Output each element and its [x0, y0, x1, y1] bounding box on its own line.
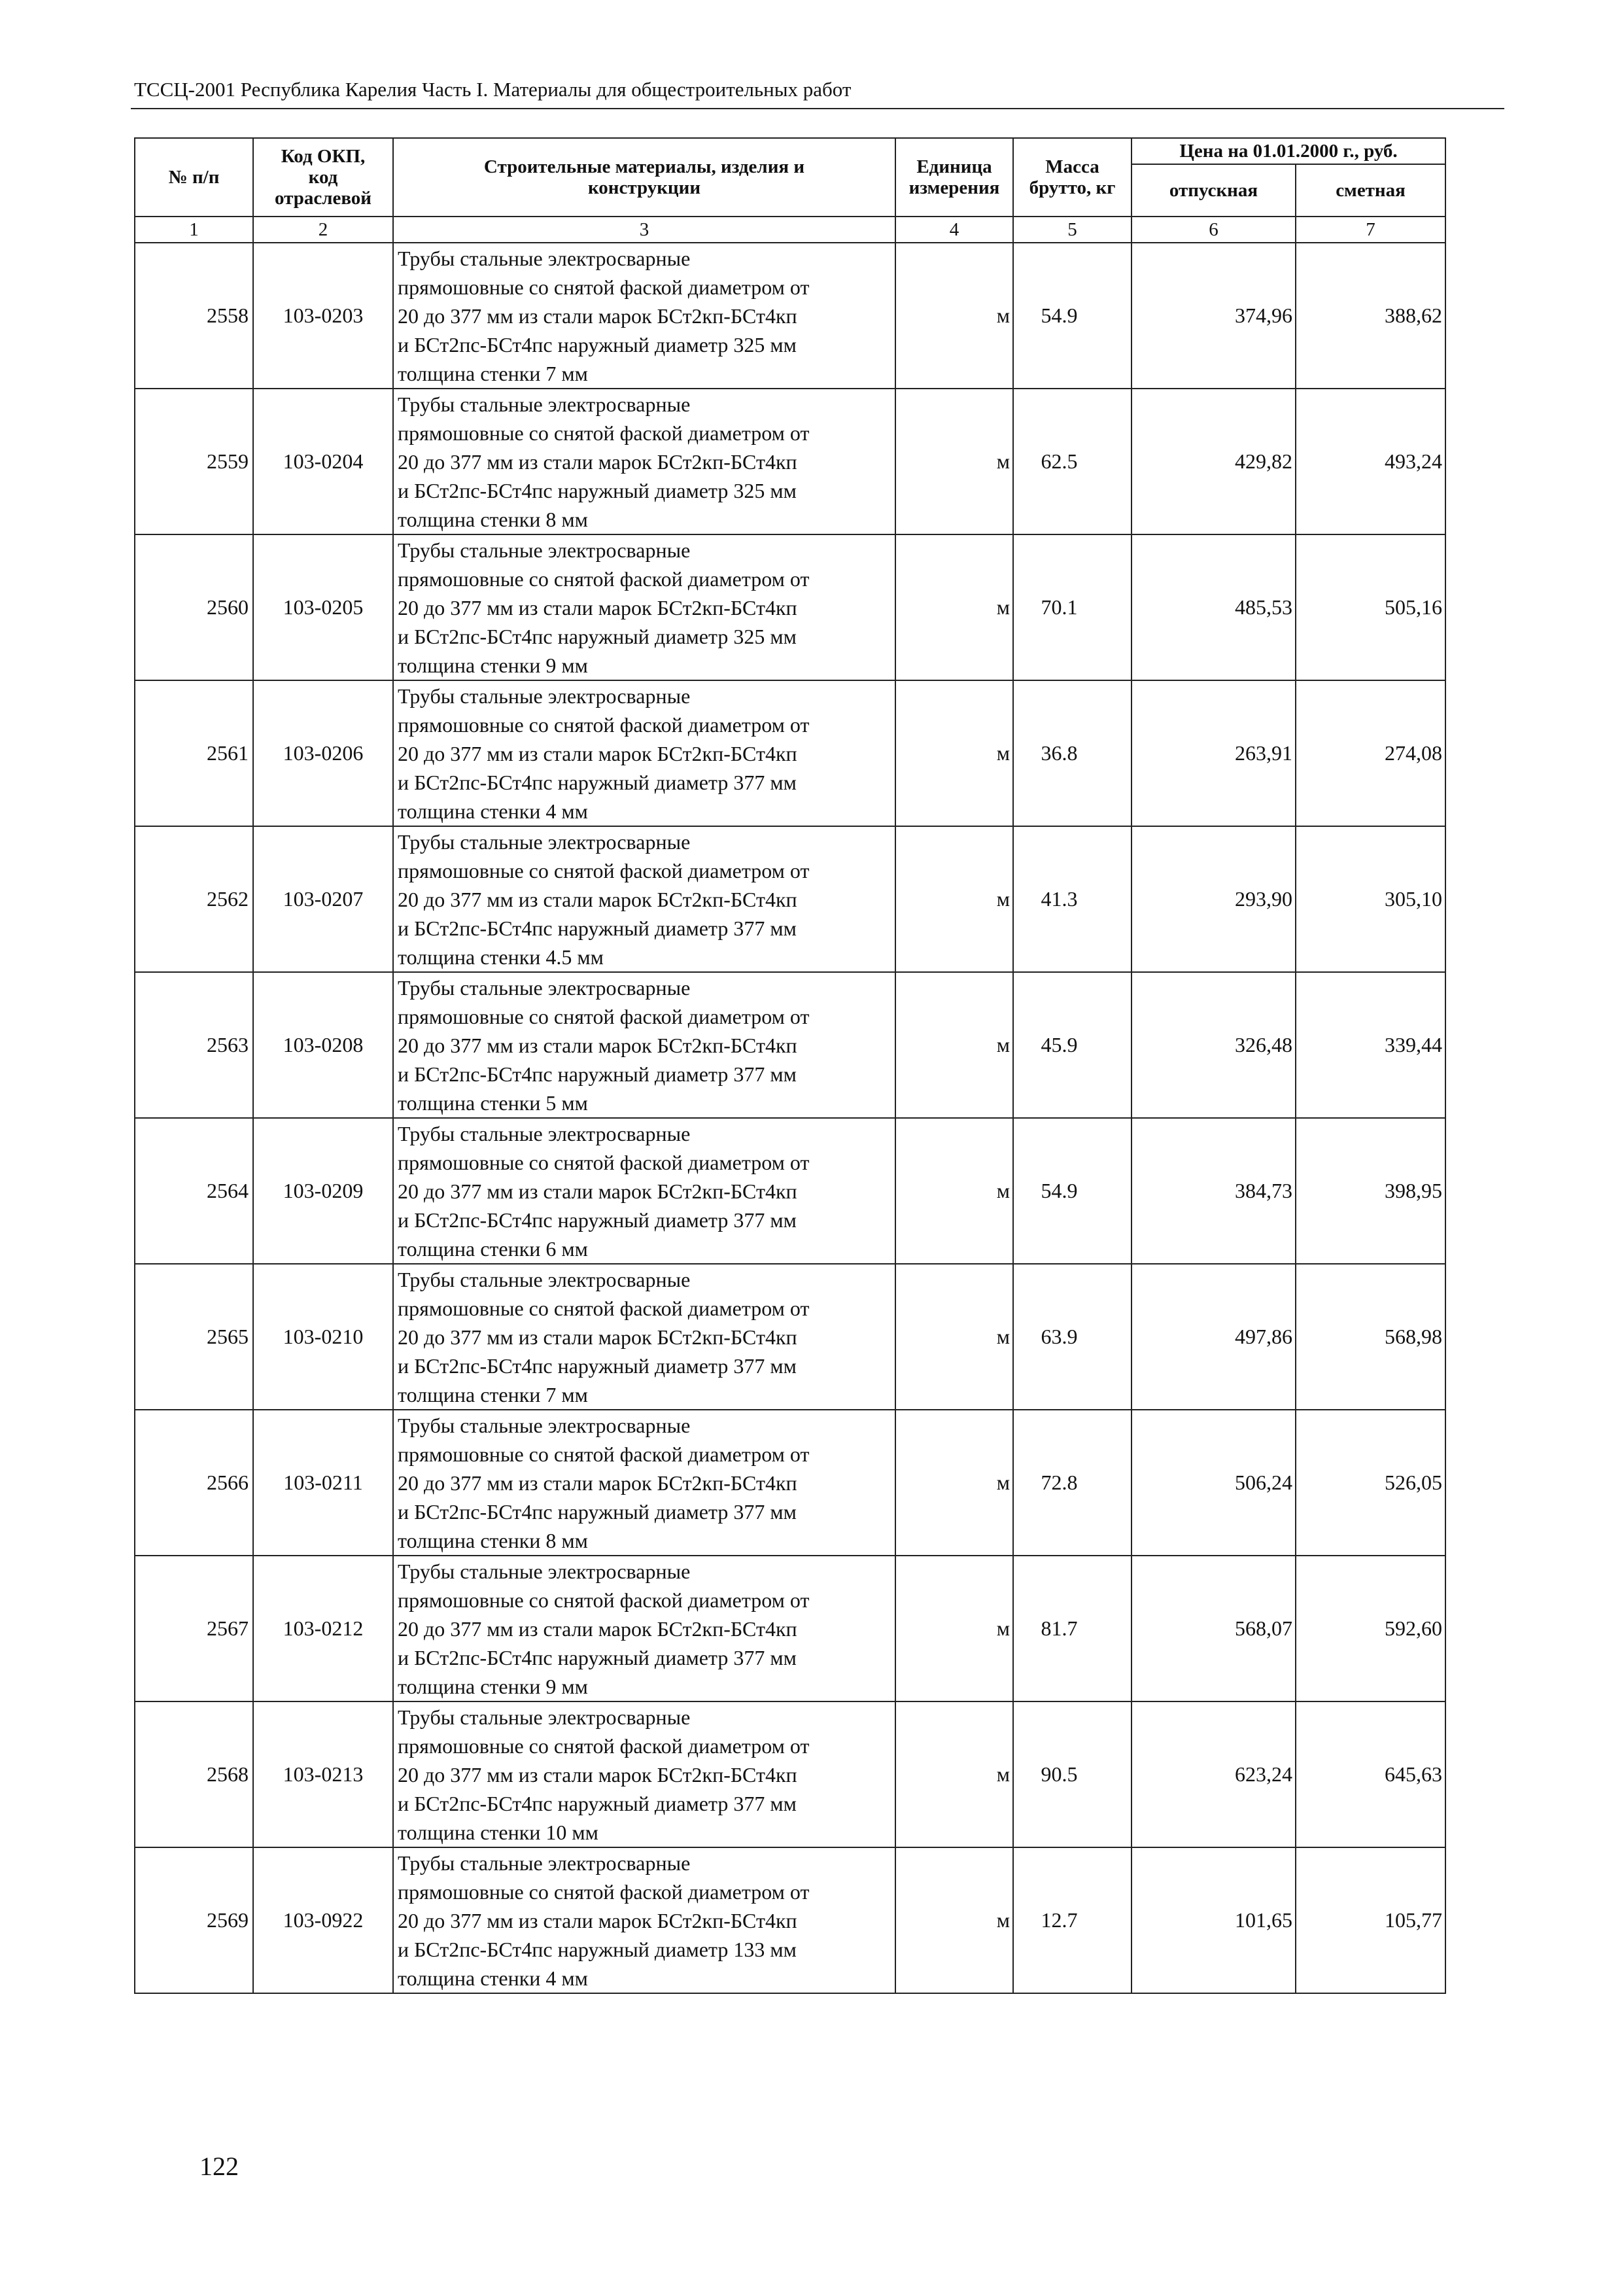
row-description [393, 826, 895, 972]
col-header-price-estimate: сметная [1296, 164, 1445, 217]
row-price-release: 497,86 [1132, 1264, 1296, 1410]
row-unit: м [895, 826, 1013, 972]
table-row [135, 1701, 1445, 1847]
description-line: и БСт2пс-БСт4пс наружный диаметр 325 мм [398, 624, 797, 648]
description-line: Трубы стальные электросварные [398, 246, 691, 270]
row-number: 2569 [135, 1847, 253, 1993]
description-line: толщина стенки 10 мм [398, 1820, 598, 1844]
row-unit: м [895, 1701, 1013, 1847]
table-row [135, 972, 1445, 1118]
description-line: Трубы стальные электросварные [398, 1121, 691, 1145]
row-price-release: 101,65 [1132, 1847, 1296, 1993]
column-number: 7 [1296, 217, 1445, 243]
description-line: толщина стенки 7 мм [398, 361, 588, 385]
table-row [135, 1847, 1445, 1993]
description-line: прямошовные со снятой фаской диаметром от [398, 1004, 810, 1028]
row-unit: м [895, 1264, 1013, 1410]
description-line: прямошовные со снятой фаской диаметром от [398, 1879, 810, 1904]
row-price-estimate: 568,98 [1296, 1264, 1445, 1410]
row-price-estimate: 388,62 [1296, 243, 1445, 389]
row-mass: 54.9 [1013, 1118, 1132, 1264]
row-mass: 41.3 [1013, 826, 1132, 972]
row-code: 103-0206 [253, 680, 393, 826]
row-price-release: 384,73 [1132, 1118, 1296, 1264]
table-row [135, 1118, 1445, 1264]
row-unit: м [895, 1118, 1013, 1264]
description-line: толщина стенки 7 мм [398, 1382, 588, 1406]
description-line: толщина стенки 4 мм [398, 799, 588, 823]
description-line: Трубы стальные электросварные [398, 1559, 691, 1583]
description-line: 20 до 377 мм из стали марок БСт2кп-БСт4кп [398, 595, 797, 619]
row-description [393, 680, 895, 826]
row-mass: 45.9 [1013, 972, 1132, 1118]
description-line: Трубы стальные электросварные [398, 684, 691, 708]
col-header-code-line2: код [308, 167, 338, 188]
row-description [393, 1701, 895, 1847]
price-table [134, 137, 1446, 1994]
description-line: толщина стенки 5 мм [398, 1090, 588, 1115]
row-number: 2558 [135, 243, 253, 389]
column-number: 5 [1013, 217, 1132, 243]
col-header-materials-line1: Строительные материалы, изделия и [483, 156, 805, 177]
row-price-release: 374,96 [1132, 243, 1296, 389]
description-line: 20 до 377 мм из стали марок БСт2кп-БСт4кп [398, 449, 797, 474]
row-price-estimate: 305,10 [1296, 826, 1445, 972]
description-line: 20 до 377 мм из стали марок БСт2кп-БСт4кп [398, 1471, 797, 1495]
table-row [135, 1556, 1445, 1701]
description-line: прямошовные со снятой фаской диаметром от [398, 275, 810, 299]
description-line: и БСт2пс-БСт4пс наружный диаметр 325 мм [398, 478, 797, 502]
row-price-release: 263,91 [1132, 680, 1296, 826]
description-line: толщина стенки 8 мм [398, 1528, 588, 1552]
col-header-price-group: Цена на 01.01.2000 г., руб. [1132, 138, 1445, 164]
row-code: 103-0211 [253, 1410, 393, 1556]
description-line: и БСт2пс-БСт4пс наружный диаметр 377 мм [398, 916, 797, 940]
description-line: и БСт2пс-БСт4пс наружный диаметр 377 мм [398, 1208, 797, 1232]
row-mass: 70.1 [1013, 534, 1132, 680]
description-line: 20 до 377 мм из стали марок БСт2кп-БСт4кп [398, 887, 797, 911]
col-header-code-line1: Код ОКП, [281, 146, 366, 167]
row-code: 103-0208 [253, 972, 393, 1118]
description-line: Трубы стальные электросварные [398, 1851, 691, 1875]
description-line: Трубы стальные электросварные [398, 1705, 691, 1729]
row-code: 103-0212 [253, 1556, 393, 1701]
table-row [135, 826, 1445, 972]
row-code: 103-0213 [253, 1701, 393, 1847]
row-description [393, 389, 895, 534]
description-line: прямошовные со снятой фаской диаметром от [398, 421, 810, 445]
column-number: 2 [253, 217, 393, 243]
description-line: Трубы стальные электросварные [398, 538, 691, 562]
page-number: 122 [199, 2152, 239, 2181]
row-unit: м [895, 1556, 1013, 1701]
description-line: 20 до 377 мм из стали марок БСт2кп-БСт4кп [398, 1762, 797, 1787]
col-header-unit-line1: Единица [916, 156, 992, 177]
row-mass: 81.7 [1013, 1556, 1132, 1701]
row-price-estimate: 505,16 [1296, 534, 1445, 680]
row-unit: м [895, 534, 1013, 680]
row-code: 103-0922 [253, 1847, 393, 1993]
row-code: 103-0207 [253, 826, 393, 972]
description-line: толщина стенки 4.5 мм [398, 945, 604, 969]
col-header-materials-line2: конструкции [587, 177, 701, 198]
column-number: 6 [1132, 217, 1296, 243]
col-header-mass [1013, 138, 1132, 217]
col-header-code [253, 138, 393, 217]
description-line: Трубы стальные электросварные [398, 1267, 691, 1291]
row-mass: 54.9 [1013, 243, 1132, 389]
row-mass: 63.9 [1013, 1264, 1132, 1410]
description-line: прямошовные со снятой фаской диаметром от [398, 1734, 810, 1758]
column-number-row [135, 217, 1445, 243]
row-mass: 36.8 [1013, 680, 1132, 826]
description-line: Трубы стальные электросварные [398, 975, 691, 1000]
description-line: прямошовные со снятой фаской диаметром от [398, 712, 810, 737]
description-line: и БСт2пс-БСт4пс наружный диаметр 377 мм [398, 770, 797, 794]
column-number: 4 [895, 217, 1013, 243]
description-line: и БСт2пс-БСт4пс наружный диаметр 325 мм [398, 332, 797, 357]
row-mass: 12.7 [1013, 1847, 1132, 1993]
description-line: Трубы стальные электросварные [398, 1413, 691, 1437]
row-price-estimate: 645,63 [1296, 1701, 1445, 1847]
row-price-release: 568,07 [1132, 1556, 1296, 1701]
row-price-release: 293,90 [1132, 826, 1296, 972]
row-mass: 90.5 [1013, 1701, 1132, 1847]
description-line: и БСт2пс-БСт4пс наружный диаметр 377 мм [398, 1499, 797, 1524]
description-line: 20 до 377 мм из стали марок БСт2кп-БСт4кп [398, 1908, 797, 1932]
row-number: 2568 [135, 1701, 253, 1847]
col-header-materials [393, 138, 895, 217]
description-line: и БСт2пс-БСт4пс наружный диаметр 377 мм [398, 1353, 797, 1378]
description-line: прямошовные со снятой фаской диаметром от [398, 1588, 810, 1612]
description-line: Трубы стальные электросварные [398, 392, 691, 416]
description-line: толщина стенки 9 мм [398, 1674, 588, 1698]
col-header-code-line3: отраслевой [274, 188, 372, 209]
row-price-estimate: 493,24 [1296, 389, 1445, 534]
row-description [393, 1847, 895, 1993]
row-price-release: 429,82 [1132, 389, 1296, 534]
row-price-release: 506,24 [1132, 1410, 1296, 1556]
row-number: 2559 [135, 389, 253, 534]
row-price-estimate: 105,77 [1296, 1847, 1445, 1993]
description-line: и БСт2пс-БСт4пс наружный диаметр 377 мм [398, 1645, 797, 1669]
table-row [135, 243, 1445, 389]
row-description [393, 534, 895, 680]
row-unit: м [895, 972, 1013, 1118]
row-description [393, 1410, 895, 1556]
description-line: прямошовные со снятой фаской диаметром от [398, 1442, 810, 1466]
description-line: Трубы стальные электросварные [398, 829, 691, 854]
description-line: прямошовные со снятой фаской диаметром от [398, 1150, 810, 1174]
row-unit: м [895, 1410, 1013, 1556]
description-line: 20 до 377 мм из стали марок БСт2кп-БСт4кп [398, 1325, 797, 1349]
row-number: 2566 [135, 1410, 253, 1556]
description-line: 20 до 377 мм из стали марок БСт2кп-БСт4кп [398, 1616, 797, 1641]
table-row [135, 1264, 1445, 1410]
table-row [135, 680, 1445, 826]
row-price-estimate: 398,95 [1296, 1118, 1445, 1264]
column-number: 1 [135, 217, 253, 243]
row-code: 103-0203 [253, 243, 393, 389]
description-line: прямошовные со снятой фаской диаметром от [398, 1296, 810, 1320]
row-description [393, 1118, 895, 1264]
row-number: 2561 [135, 680, 253, 826]
col-header-unit [895, 138, 1013, 217]
row-number: 2567 [135, 1556, 253, 1701]
row-number: 2564 [135, 1118, 253, 1264]
row-description [393, 1556, 895, 1701]
description-line: прямошовные со снятой фаской диаметром от [398, 858, 810, 882]
page-header: ТССЦ-2001 Республика Карелия Часть I. Материалы для общестроительных работ [134, 78, 852, 101]
column-number: 3 [393, 217, 895, 243]
table-row [135, 534, 1445, 680]
row-code: 103-0210 [253, 1264, 393, 1410]
description-line: толщина стенки 4 мм [398, 1966, 588, 1990]
description-line: 20 до 377 мм из стали марок БСт2кп-БСт4кп [398, 741, 797, 765]
description-line: и БСт2пс-БСт4пс наружный диаметр 133 мм [398, 1937, 797, 1961]
col-header-price-release: отпускная [1132, 164, 1296, 217]
row-price-release: 326,48 [1132, 972, 1296, 1118]
row-code: 103-0209 [253, 1118, 393, 1264]
row-price-release: 485,53 [1132, 534, 1296, 680]
row-number: 2562 [135, 826, 253, 972]
description-line: 20 до 377 мм из стали марок БСт2кп-БСт4кп [398, 1033, 797, 1057]
col-header-num: № п/п [135, 138, 253, 217]
row-price-estimate: 592,60 [1296, 1556, 1445, 1701]
table-row [135, 1410, 1445, 1556]
row-mass: 72.8 [1013, 1410, 1132, 1556]
row-description [393, 1264, 895, 1410]
row-unit: м [895, 1847, 1013, 1993]
row-number: 2563 [135, 972, 253, 1118]
row-price-estimate: 339,44 [1296, 972, 1445, 1118]
description-line: и БСт2пс-БСт4пс наружный диаметр 377 мм [398, 1062, 797, 1086]
header-rule [131, 108, 1504, 109]
col-header-mass-line2: брутто, кг [1029, 177, 1116, 198]
description-line: 20 до 377 мм из стали марок БСт2кп-БСт4кп [398, 304, 797, 328]
description-line: прямошовные со снятой фаской диаметром от [398, 567, 810, 591]
col-header-unit-line2: измерения [908, 177, 1000, 198]
row-code: 103-0205 [253, 534, 393, 680]
description-line: и БСт2пс-БСт4пс наружный диаметр 377 мм [398, 1791, 797, 1815]
row-code: 103-0204 [253, 389, 393, 534]
description-line: толщина стенки 8 мм [398, 507, 588, 531]
table-body [135, 243, 1445, 1993]
description-line: 20 до 377 мм из стали марок БСт2кп-БСт4кп [398, 1179, 797, 1203]
row-price-estimate: 526,05 [1296, 1410, 1445, 1556]
row-description [393, 243, 895, 389]
row-number: 2565 [135, 1264, 253, 1410]
table-row [135, 389, 1445, 534]
description-line: толщина стенки 9 мм [398, 653, 588, 677]
row-unit: м [895, 389, 1013, 534]
row-price-release: 623,24 [1132, 1701, 1296, 1847]
col-header-mass-line1: Масса [1045, 156, 1099, 177]
row-unit: м [895, 243, 1013, 389]
row-price-estimate: 274,08 [1296, 680, 1445, 826]
row-description [393, 972, 895, 1118]
row-number: 2560 [135, 534, 253, 680]
table-head [135, 138, 1445, 243]
row-unit: м [895, 680, 1013, 826]
row-mass: 62.5 [1013, 389, 1132, 534]
description-line: толщина стенки 6 мм [398, 1236, 588, 1261]
